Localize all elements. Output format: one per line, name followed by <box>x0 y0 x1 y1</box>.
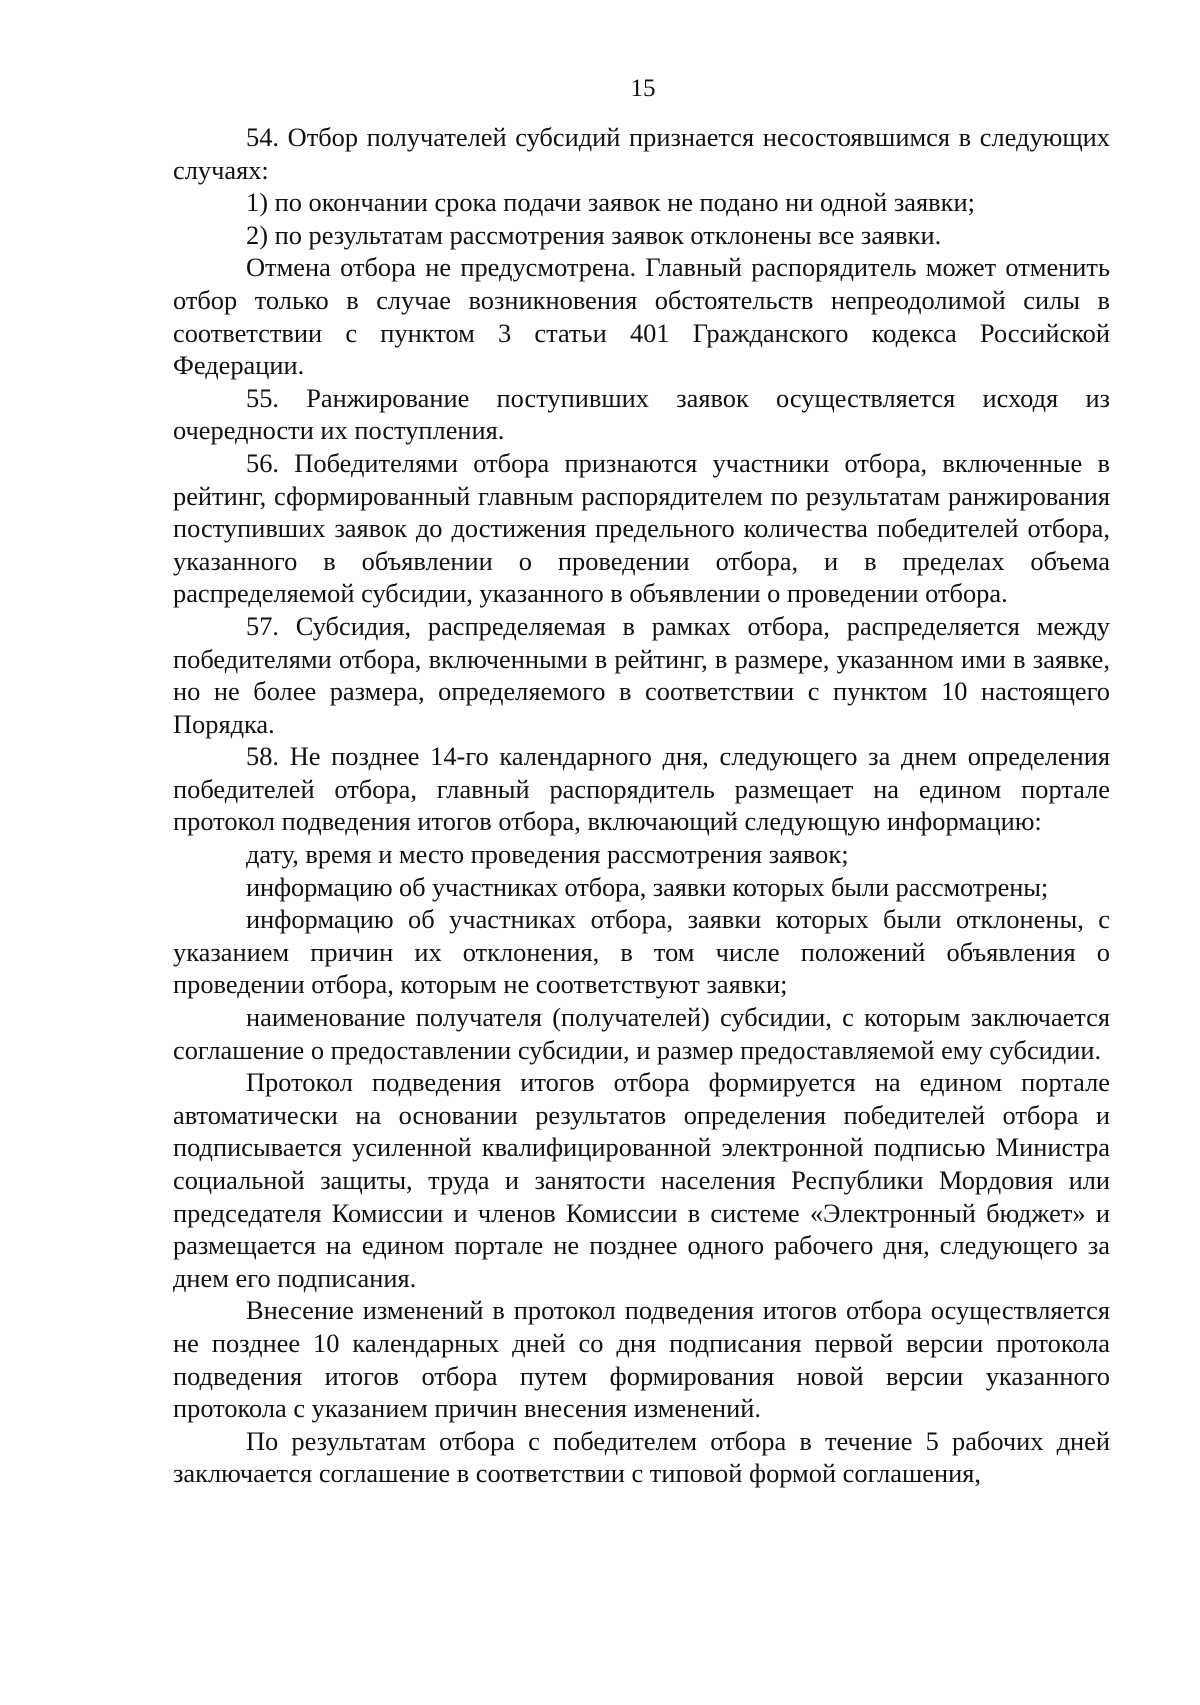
paragraph-56: 56. Победителями отбора признаются участники отбора, включенные в рейтинг, сформированный главным распорядителем по результатам ранжирования поступивших заявок до достижения предельного количества победителей отбора, указанного в объявлении о проведении отбора, и в пределах объема распределяемой субсидии, указанного в объявлении о проведении отбора. <box>173 447 1110 609</box>
paragraph-58: 58. Не позднее 14-го календарного дня, следующего за днем определения победителей отбора, главный распорядитель размещает на едином портале протокол подведения итогов отбора, включающий следующую информацию: <box>173 741 1110 837</box>
paragraph-57: 57. Субсидия, распределяемая в рамках отбора, распределяется между победителями отбора, включенными в рейтинг, в размере, указанном ими в заявке, но не более размера, определяемого в соответствии с пунктом 10 настоящего Порядка. <box>173 610 1110 739</box>
protocol-info-recipient: наименование получателя (получателей) субсидии, с которым заключается соглашение о предоставлении субсидии, и размер предоставляемой ему субсидии. <box>173 1002 1110 1065</box>
paragraph-55: 55. Ранжирование поступивших заявок осуществляется исходя из очередности их поступления. <box>173 382 1110 446</box>
paragraph-protocol-changes: Внесение изменений в протокол подведения итогов отбора осуществляется не позднее 10 календарных дней со дня подписания первой версии протокола подведения итогов отбора путем формирования новой версии указанного протокола с указанием причин внесения изменений. <box>173 1295 1110 1424</box>
paragraph-54-case-1: 1) по окончании срока подачи заявок не подано ни одной заявки; <box>246 187 975 218</box>
protocol-info-reviewed: информацию об участниках отбора, заявки которых были рассмотрены; <box>246 871 1049 902</box>
paragraph-54-case-2: 2) по результатам рассмотрения заявок отклонены все заявки. <box>246 219 942 250</box>
protocol-info-rejected: информацию об участниках отбора, заявки которых были отклонены, с указанием причин их отклонения, в том числе положений объявления о проведении отбора, которым не соответствуют заявки; <box>173 904 1110 1000</box>
paragraph-protocol-formation: Протокол подведения итогов отбора формируется на едином портале автоматически на основании результатов определения победителей отбора и подписывается усиленной квалифицированной электронной подписью Министра социальной защиты, труда и занятости населения Республики Мордовия или председателя Комиссии и членов Комиссии в системе «Электронный бюджет» и размещается на едином портале не позднее одного рабочего дня, следующего за днем его подписания. <box>173 1067 1110 1293</box>
protocol-info-date: дату, время и место проведения рассмотрения заявок; <box>246 839 849 870</box>
paragraph-cancellation: Отмена отбора не предусмотрена. Главный распорядитель может отменить отбор только в случае возникновения обстоятельств непреодолимой силы в соответствии с пунктом 3 статьи 401 Гражданского кодекса Российской Федерации. <box>173 252 1110 381</box>
document-body <box>173 121 1110 1490</box>
page-number: 15 <box>630 75 656 102</box>
paragraph-54: 54. Отбор получателей субсидий признается несостоявшимся в следующих случаях: <box>173 122 1110 185</box>
paragraph-agreement: По результатам отбора с победителем отбора в течение 5 рабочих дней заключается соглашение в соответствии с типовой формой соглашения, <box>173 1425 1110 1489</box>
